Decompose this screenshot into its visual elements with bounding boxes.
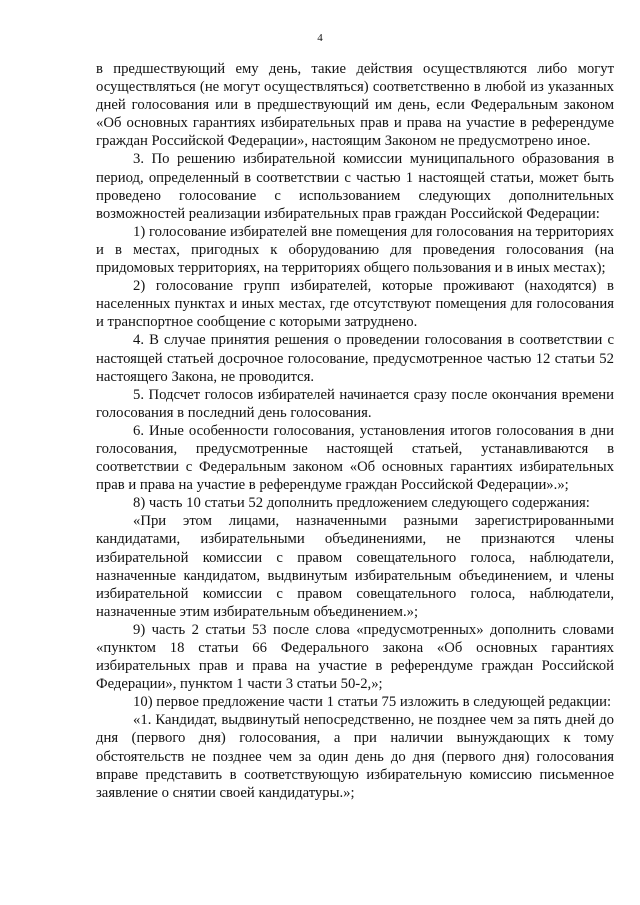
paragraph-amendment-8-text: «При этом лицами, назначенными разными зарегистрированными кандидатами, избирательными объединениями, не признаются члены избирательной комиссии с правом совещательного голоса, наблюдатели, назначенные кандидатом, выдвинутым избирательным объединением, и члены избирательной комиссии с правом совещательного голоса, наблюдатели, назначенные этим избирательным объединением.»; xyxy=(96,513,614,620)
page-number: 4 xyxy=(317,32,323,44)
paragraph-item-5: 5. Подсчет голосов избирателей начинается сразу после окончания времени голосования в последний день голосования. xyxy=(96,386,614,421)
paragraph-amendment-8: 8) часть 10 статьи 52 дополнить предложением следующего содержания: xyxy=(133,495,590,512)
paragraph-subitem-1: 1) голосование избирателей вне помещения для голосования на территориях и в местах, пригодных к оборудованию для проведения голосования (на придомовых территориях, на территориях общего пользования и в иных местах); xyxy=(96,223,614,277)
paragraph-item-4: 4. В случае принятия решения о проведении голосования в соответствии с настоящей статьей досрочное голосование, предусмотренное частью 12 статьи 52 настоящего Закона, не проводится. xyxy=(96,332,614,385)
paragraph-subitem-2: 2) голосование групп избирателей, которые проживают (находятся) в населенных пунктах и иных местах, где отсутствуют помещения для голосования и транспортное сообщение с которыми затруднено. xyxy=(96,278,614,331)
paragraph-item-3: 3. По решению избирательной комиссии муниципального образования в период, определенный в соответствии с частью 1 настоящей статьи, может быть проведено голосование с использованием следующих дополнительных возможностей реализации избирательных прав граждан Российской Федерации: xyxy=(96,151,614,222)
paragraph-amendment-10: 10) первое предложение части 1 статьи 75 изложить в следующей редакции: xyxy=(133,694,612,711)
paragraph-item-6: 6. Иные особенности голосования, установления итогов голосования в дни голосования, предусмотренные настоящей статьей, устанавливаются в соответствии с Федеральным законом «Об основных гарантиях избирательных прав и права на участие в референдуме граждан Российской Федерации».»; xyxy=(96,422,614,494)
paragraph-amendment-10-text: «1. Кандидат, выдвинутый непосредственно, не позднее чем за пять дней до дня (первого дня) голосования, а при наличии вынуждающих к тому обстоятельств не позднее чем за один день до дня (первого дня) голосования вправе представить в соответствующую избирательную комиссию письменное заявление о снятии своей кандидатуры.»; xyxy=(96,712,614,801)
paragraph-continuation: в предшествующий ему день, такие действия осуществляются либо могут осуществляться (не могут осуществляться) соответственно в любой из указанных дней голосования или в предшествующий им день, если Федеральным законом «Об основных гарантиях избирательных прав и права на участие в референдуме граждан Российской Федерации», настоящим Законом не предусмотрено иное. xyxy=(96,61,614,150)
document-body xyxy=(96,60,614,802)
paragraph-amendment-9: 9) часть 2 статьи 53 после слова «предусмотренных» дополнить словами «пунктом 18 статьи 66 Федерального закона «Об основных гарантиях избирательных прав и права на участие в референдуме граждан Российской Федерации», пунктом 1 части 3 статьи 50-2,»; xyxy=(96,621,614,693)
